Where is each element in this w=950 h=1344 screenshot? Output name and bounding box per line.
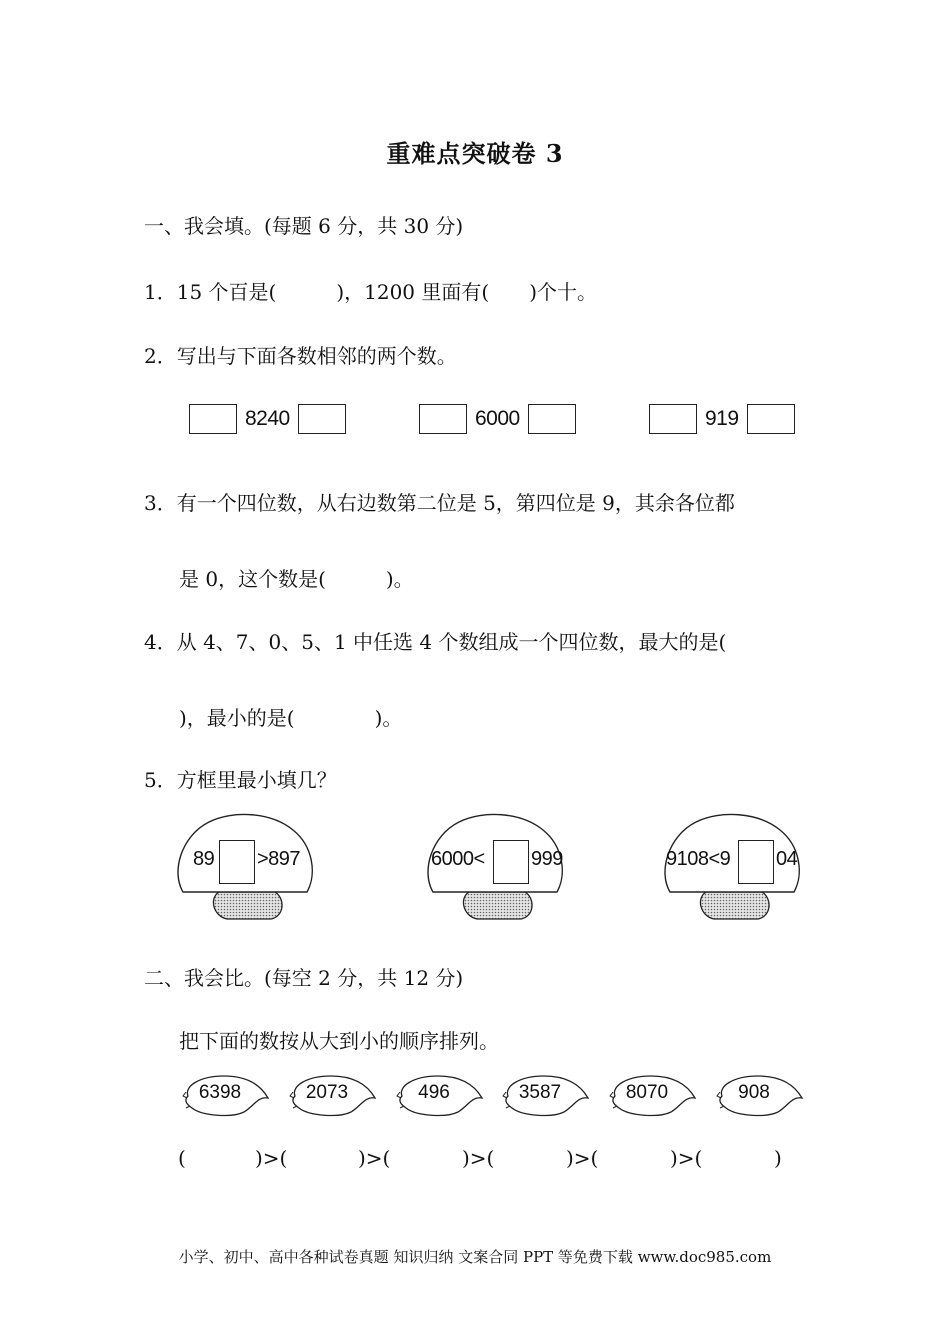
question-3-line1: 3．有一个四位数，从右边数第二位是 5，第四位是 9，其余各位都 bbox=[144, 491, 735, 515]
answer-box[interactable] bbox=[189, 404, 237, 434]
blank-close: ) bbox=[774, 1146, 782, 1170]
mushroom-left-text: 6000< bbox=[431, 848, 485, 870]
leaf-2 bbox=[287, 1072, 379, 1118]
neighbor-group-1 bbox=[189, 404, 346, 434]
leaf-number: 2073 bbox=[305, 1082, 349, 1103]
leaf-1 bbox=[180, 1072, 272, 1118]
leaf-number: 8070 bbox=[625, 1082, 669, 1103]
answer-box[interactable] bbox=[219, 840, 255, 884]
neighbor-group-2 bbox=[419, 404, 576, 434]
leaf-number: 6398 bbox=[198, 1082, 242, 1103]
neighbor-number: 8240 bbox=[245, 407, 290, 430]
mushroom-left-text: 9108<9 bbox=[666, 848, 731, 870]
leaf-3 bbox=[394, 1072, 486, 1118]
blank-separator: )>( bbox=[566, 1146, 599, 1170]
leaf-4 bbox=[500, 1072, 592, 1118]
answer-box[interactable] bbox=[298, 404, 346, 434]
mushroom-left-text: 89 bbox=[193, 848, 215, 870]
blank-separator: )>( bbox=[255, 1146, 288, 1170]
blank-separator: )>( bbox=[462, 1146, 495, 1170]
answer-box[interactable] bbox=[419, 404, 467, 434]
neighbor-group-3 bbox=[649, 404, 795, 434]
leaf-6 bbox=[714, 1072, 806, 1118]
question-4-line2: )，最小的是( )。 bbox=[179, 706, 403, 730]
section2-heading: 二、我会比。(每空 2 分，共 12 分) bbox=[144, 966, 464, 990]
mushroom-right-text: 999 bbox=[531, 848, 563, 870]
question-2: 2．写出与下面各数相邻的两个数。 bbox=[144, 344, 457, 368]
mushroom-3 bbox=[662, 812, 802, 924]
neighbor-number: 6000 bbox=[475, 407, 520, 430]
question-5: 5．方框里最小填几？ bbox=[144, 768, 337, 792]
leaf-number: 496 bbox=[418, 1082, 450, 1103]
leaf-5 bbox=[607, 1072, 699, 1118]
answer-box[interactable] bbox=[649, 404, 697, 434]
blank-separator: )>( bbox=[358, 1146, 391, 1170]
page-title: 重难点突破卷 3 bbox=[386, 139, 564, 168]
question-1: 1．15 个百是( )，1200 里面有( )个十。 bbox=[144, 280, 597, 304]
section1-heading: 一、我会填。(每题 6 分，共 30 分) bbox=[144, 214, 464, 238]
section2-instruction: 把下面的数按从大到小的顺序排列。 bbox=[179, 1029, 499, 1053]
mushroom-right-text: >897 bbox=[257, 848, 301, 870]
mushroom-1 bbox=[175, 812, 315, 924]
answer-box[interactable] bbox=[747, 404, 795, 434]
question-4-line1: 4．从 4、7、0、5、1 中任选 4 个数组成一个四位数，最大的是( bbox=[144, 630, 727, 654]
answer-box[interactable] bbox=[528, 404, 576, 434]
mushroom-2 bbox=[425, 812, 565, 924]
answer-box[interactable] bbox=[738, 840, 774, 884]
blank-separator: )>( bbox=[670, 1146, 703, 1170]
neighbor-number: 919 bbox=[705, 407, 739, 430]
mushroom-right-text: 04 bbox=[776, 848, 798, 870]
answer-box[interactable] bbox=[493, 840, 529, 884]
blank-open: ( bbox=[178, 1146, 186, 1170]
leaf-number: 908 bbox=[738, 1082, 770, 1103]
leaf-number: 3587 bbox=[518, 1082, 562, 1103]
question-3-line2: 是 0，这个数是( )。 bbox=[179, 567, 414, 591]
footer: 小学、初中、高中各种试卷真题 知识归纳 文案合同 PPT 等免费下载 www.doc985.com bbox=[178, 1248, 772, 1266]
